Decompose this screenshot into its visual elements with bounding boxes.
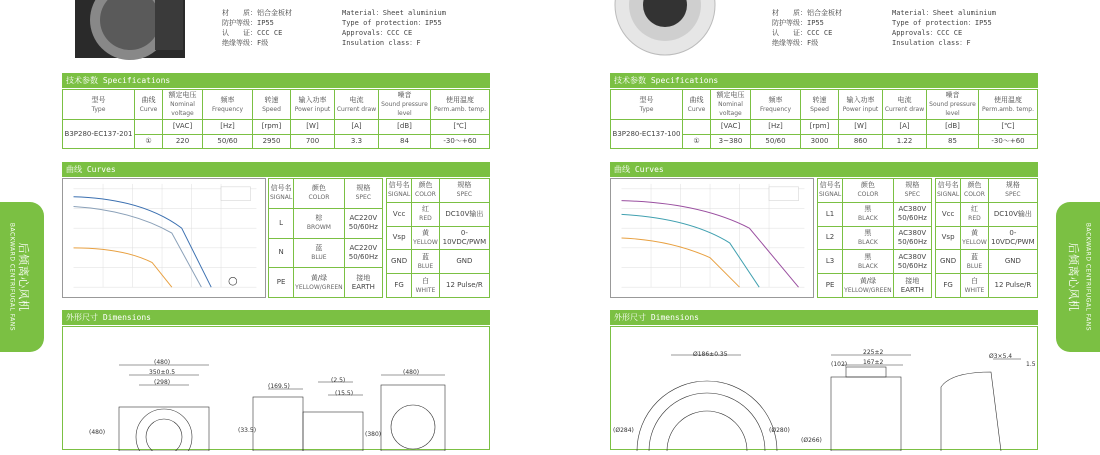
side-tab-en: BACKWARD CENTRIFUGAL FANS: [8, 222, 16, 332]
cell-type: B3P280-EC137-100: [611, 120, 683, 149]
dimension-drawing-right: [610, 326, 1038, 450]
approvals-text-en: Approvals：CCC CE: [342, 29, 413, 37]
dim-label: (480): [89, 429, 106, 436]
insulation-text: 绝缘等级：F级: [772, 39, 819, 47]
spec-title-bar: 技术参数 Specifications: [610, 73, 1038, 88]
insulation-text-en: Insulation class：F: [892, 39, 971, 47]
signal-table-control-left: 信号名 SIGNAL 颜色 COLOR 规格 SPEC Vcc 红 RED DC10V输出 Vsp 黄 YELLOW 0-10VDC/PWM GND 蓝 BLUE GND FG 白 WHITE 12 Pulse/R: [386, 178, 490, 298]
signal-table-power-right: 信号名 SIGNAL 颜色 COLOR 规格 SPEC L1 黑 BLACK AC380V 50/60Hz L2 黑 BLACK AC380V 50/60Hz L3 黑 BLACK AC380V 50/60Hz PE 黄/绿 YELLOW/GREEN 接地 EARTH: [817, 178, 932, 298]
approvals-text: 认 证：CCC CE: [772, 29, 833, 37]
dim-label: (Ø284): [613, 427, 634, 434]
dim-label: (380): [365, 431, 382, 438]
protection-text: 防护等级：IP55: [222, 19, 274, 27]
spec-table: 型号 Type 曲线 Curve 额定电压 Nominal voltage 频率 Frequency 转速 Speed 输入功率 Power input 电流 Current draw 噪音 Sound pressure level 使用温度 Perm.amb. temp. B3P280-EC137-100 [VAC] [Hz] [rpm] [W] [A] [dB] [℃] ① 3~380 50/60 3000 860 1.22 85 -30～+60: [610, 89, 1038, 149]
th-signal: 信号名 SIGNAL: [269, 179, 294, 209]
material-text-en: Material：Sheet aluminium: [342, 9, 446, 17]
dim-label: (Ø266): [801, 437, 822, 444]
unit-w: [W]: [291, 120, 335, 135]
unit-rpm: [rpm]: [253, 120, 291, 135]
cell-current: 3.3: [335, 134, 379, 149]
signal-table-power-left: 信号名 SIGNAL 颜色 COLOR 规格 SPEC L 棕 BROWM AC220V 50/60Hz N 蓝 BLUE AC220V 50/60Hz PE 黄/绿 YELLOW/GREEN 接地 EARTH: [268, 178, 383, 298]
cell-curve: ①: [135, 134, 163, 149]
cell-type: B3P280-EC137-201: [63, 120, 135, 149]
dim-label: (480): [154, 359, 171, 366]
th-power: 输入功率 Power input: [291, 90, 335, 120]
material-text-en: Material：Sheet aluminium: [892, 9, 996, 17]
cell-power: 700: [291, 134, 335, 149]
dim-label: Ø186±0.35: [693, 351, 728, 358]
th-sound: 噪音 Sound pressure level: [379, 90, 431, 120]
material-block-cn: [222, 8, 292, 48]
fan-photo-right: [610, 0, 720, 60]
spec-title-bar: 技术参数 Specifications: [62, 73, 490, 88]
curves-title-bar: 曲线 Curves: [62, 162, 490, 177]
side-tab-cn: 后倾离心风机: [17, 242, 30, 312]
side-tab-right: [1056, 202, 1100, 352]
protection-text-en: Type of protection：IP55: [892, 19, 992, 27]
material-text: 材 质：铝合金板材: [222, 9, 292, 17]
th-temp: 使用温度 Perm.amb. temp.: [431, 90, 490, 120]
th-color: 颜色 COLOR: [294, 179, 345, 209]
dim-label: (169.5): [268, 383, 290, 390]
cell-frequency: 50/60: [203, 134, 253, 149]
th-spec: 规格 SPEC: [344, 179, 382, 209]
dim-label: (2.5): [331, 377, 346, 384]
right-page: [550, 0, 1100, 450]
unit-v: [VAC]: [163, 120, 203, 135]
dim-label: (15.5): [335, 390, 354, 397]
performance-curve-chart-right: [610, 178, 814, 298]
dim-label: 225±2: [863, 349, 884, 356]
spec-table: [62, 89, 490, 149]
dim-label: 350±0.5: [149, 369, 176, 376]
side-tab-en: BACKWARD CENTRIFUGAL FANS: [1084, 222, 1092, 332]
material-block-en: [892, 8, 996, 48]
unit-a: [A]: [335, 120, 379, 135]
approvals-text-en: Approvals：CCC CE: [892, 29, 963, 37]
dim-label: (102): [831, 361, 848, 368]
unit-hz: [Hz]: [203, 120, 253, 135]
th-speed: 转速 Speed: [253, 90, 291, 120]
unit-db: [dB]: [379, 120, 431, 135]
signal-table-control-right: 信号名 SIGNAL 颜色 COLOR 规格 SPEC Vcc 红 RED DC10V输出 Vsp 黄 YELLOW 0-10VDC/PWM GND 蓝 BLUE GND FG 白 WHITE 12 Pulse/R: [935, 178, 1038, 298]
th-current: 电流 Current draw: [335, 90, 379, 120]
th-type: 型号 Type: [63, 90, 135, 120]
dim-label: (33.5): [238, 427, 257, 434]
insulation-text-en: Insulation class：F: [342, 39, 421, 47]
dim-label: (298): [154, 379, 171, 386]
fan-photo-left: [70, 0, 190, 60]
insulation-text: 绝缘等级：F级: [222, 39, 269, 47]
dim-label: Ø3×5.4: [989, 353, 1013, 360]
material-text: 材 质：铝合金板材: [772, 9, 842, 17]
performance-curve-chart-left: [62, 178, 266, 298]
approvals-text: 认 证：CCC CE: [222, 29, 283, 37]
side-tab-left: [0, 202, 44, 352]
material-block-en: [342, 8, 446, 48]
dimensions-title-bar: 外形尺寸 Dimensions: [62, 310, 490, 325]
th-curve: 曲线 Curve: [135, 90, 163, 120]
dimensions-title-bar: 外形尺寸 Dimensions: [610, 310, 1038, 325]
dimension-drawings-svg-right: [611, 327, 1037, 451]
th-voltage: 额定电压 Nominal voltage: [163, 90, 203, 120]
dim-label: 1.5: [1026, 361, 1036, 368]
dim-label: (Ø280): [769, 427, 790, 434]
unit-c: [℃]: [431, 120, 490, 135]
cell-speed: 2950: [253, 134, 291, 149]
side-tab-cn: 后倾离心风机: [1067, 242, 1080, 312]
cell-temp: -30～+60: [431, 134, 490, 149]
dimension-drawing-left: [62, 326, 490, 450]
material-block-cn: [772, 8, 842, 48]
protection-text-en: Type of protection：IP55: [342, 19, 442, 27]
protection-text: 防护等级：IP55: [772, 19, 824, 27]
curves-title-bar: 曲线 Curves: [610, 162, 1038, 177]
th-frequency: 频率 Frequency: [203, 90, 253, 120]
cell-voltage: 220: [163, 134, 203, 149]
dim-label: 167±2: [863, 359, 884, 366]
cell-sound: 84: [379, 134, 431, 149]
left-page: [0, 0, 550, 450]
dim-label: (480): [403, 369, 420, 376]
